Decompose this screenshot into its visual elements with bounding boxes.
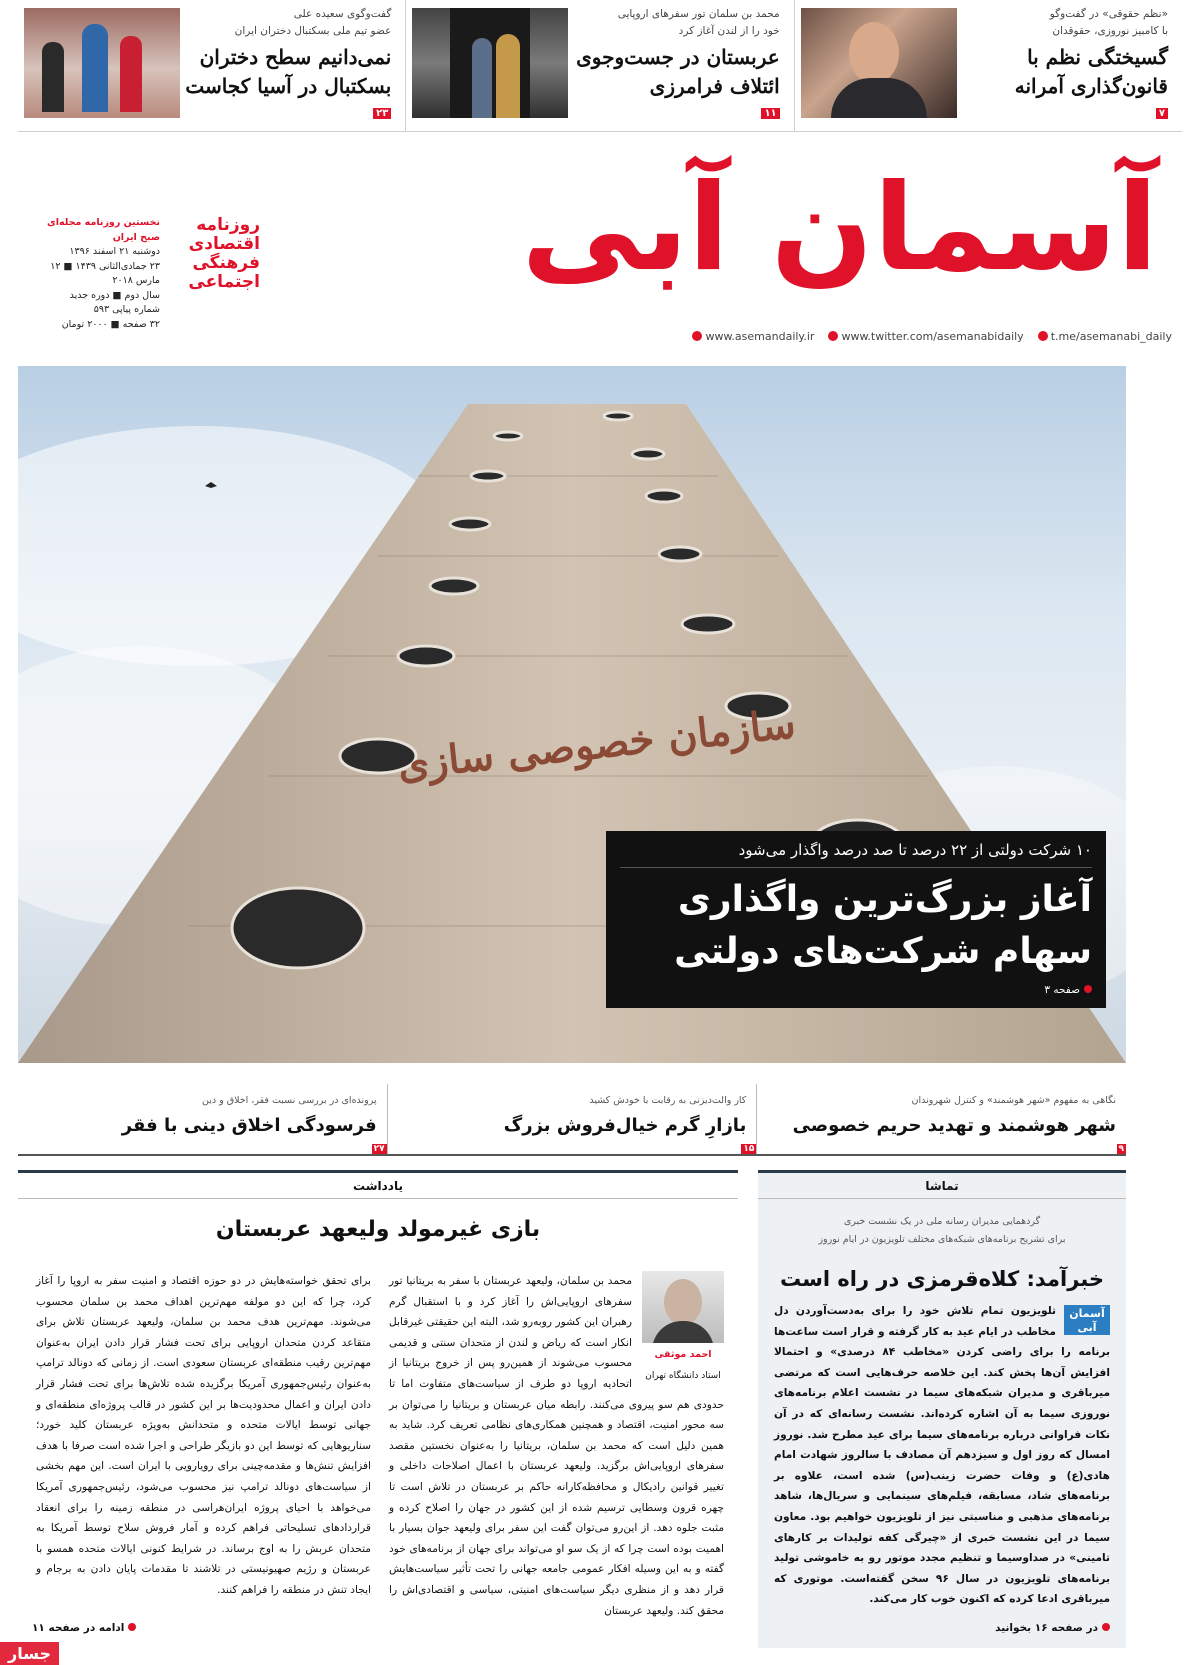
story-title: فرسودگی اخلاق دینی با فقر [121,1115,377,1136]
top-teasers [18,0,1182,132]
teaser-title: گسیختگی نظم با [1027,45,1168,69]
story-title: شهر هوشمند و تهدید حریم خصوصی [792,1115,1116,1136]
body-text: تلویزیون تمام تلاش خود را برای به‌دست‌آوردن دل مخاطب در ایام عید به کار گرفته و قرار است ساعت‌ها برنامه را برای راضی کردن «مخاطب ۸۴ درصدی» و احتمالا افزایش آن‌ها پخش کند. این خلاصه حرف‌هایی است که مرتضی میرباقری و مدیران شبکه‌های سیما در نشست اعلام برنامه‌های نوروزی سیما به آن اشاره کرده‌اند. نشست رسانه‌ای که در آن نکات فراوانی درباره برنامه‌های سیما برای عید مطرح شد. نوروز امسال که روز اول و سیزدهم آن مصادف با سالروز شهادت امام هادی(ع) و وفات حضرت زینب(س) شده است، علاوه بر برنامه‌های شاد، مسابقه، فیلم‌های سینمایی و سریال‌ها، شاهد برنامه‌های مذهبی و مناسبتی نیز از تلویزیون خواهیم بود. معاون سیما در این نشست خبری از «چیرگی کفه تولیدات بر کارهای تامینی» در صداوسیما و تنظیم مجدد موتور رو به خاموشی تولید برنامه‌های تلویزیون در سال ۹۶ سخن گفته‌است. موتوری که میرباقری ادعا کرده که اکنون خوب کار می‌کند. [774,1305,1110,1606]
tagline: نخستین روزنامه مجله‌ای صبح ایران [47,217,160,243]
link-text: t.me/asemanabi_daily [1050,330,1172,343]
story-kicker: پرونده‌ای در بررسی نسبت فقر، اخلاق و دین [201,1095,377,1106]
teaser-title: بسکتبال در آسیا کجاست [185,74,392,98]
social-links [692,330,1172,343]
story-kicker: کار والت‌دیزنی به رقابت با خودش کشید [589,1095,747,1106]
subtitle-line: اجتماعی [188,272,260,292]
note-column-right [389,1271,724,1621]
hero-photo[interactable] [18,366,1126,1063]
page-ref-text: صفحه ۳ [1044,984,1080,996]
issue-meta: ۳۲ صفحه ■ ۲۰۰۰ تومان [61,318,160,330]
twitter-icon [828,331,838,341]
story-item[interactable] [18,1084,387,1154]
teaser-photo [412,8,568,118]
story-kicker: نگاهی به مفهوم «شهر هوشمند» و کنترل شهروندان [911,1095,1116,1106]
author-name: احمد موثقی [654,1349,712,1360]
link-text: www.asemandaily.ir [705,330,815,343]
page-badge: ۹ [1118,1144,1124,1154]
subtitle-line: اقتصادی [188,234,260,254]
continued-text: ادامه در صفحه ۱۱ [32,1622,125,1634]
note-section [18,1170,738,1648]
teaser-kicker: عضو تیم ملی بسکتبال دختران ایران [234,25,392,37]
bullet-icon [1084,985,1092,993]
globe-icon [692,331,702,341]
author-photo [642,1271,724,1343]
read-more-link[interactable] [995,1622,1110,1634]
tamasha-title[interactable]: خبرآمد: کلاه‌قرمزی در راه است [779,1267,1105,1291]
bullet-icon [128,1623,136,1631]
issue-date: دوشنبه ۲۱ اسفند ۱۳۹۶ [69,246,160,257]
tamasha-kicker [758,1213,1126,1249]
newspaper-subtitle [162,216,260,292]
mini-logo: آسمان آبی [1064,1305,1110,1335]
teaser-photo [24,8,180,118]
teaser-title: قانون‌گذاری آمرانه [1014,74,1168,98]
teaser-3[interactable] [18,0,405,131]
story-item[interactable] [387,1084,757,1154]
issue-meta: سال دوم ■ دوره جدید [69,289,160,301]
hero-page-ref [620,984,1092,996]
subtitle-line: فرهنگی [192,253,260,273]
more-text: در صفحه ۱۶ بخوانید [995,1622,1098,1634]
watermark: جسار [0,1642,59,1665]
teaser-title: نمی‌دانیم سطح دختران [199,45,392,69]
note-column-left [36,1271,371,1621]
tamasha-section [758,1170,1126,1648]
link-twitter[interactable] [828,330,1023,343]
teaser-kicker: گفت‌وگوی سعیده علی [293,8,392,20]
teaser-title: عربستان در جست‌وجوی [576,45,780,69]
page-badge: ۲۷ [373,1144,385,1154]
teaser-2[interactable] [405,0,793,131]
page-badge: ۱۵ [743,1144,755,1154]
link-text: www.twitter.com/asemanabidaily [841,330,1024,343]
hero-title: آغاز بزرگ‌ترین واگذاری [677,879,1092,920]
note-columns [36,1271,724,1621]
kicker-line: برای تشریح برنامه‌های شبکه‌های مختلف تلویزیون در ایام نوروز [818,1234,1066,1245]
hero-title: سهام شرکت‌های دولتی [674,931,1092,972]
hero-subtitle: ۱۰ شرکت دولتی از ۲۲ درصد تا صد درصد واگذار می‌شود [620,839,1092,868]
section-header: یادداشت [18,1173,738,1199]
teaser-kicker: خود را از لندن آغاز کرد [678,25,780,37]
teaser-kicker: محمد بن سلمان تور سفرهای اروپایی [617,8,780,20]
teaser-kicker: «نظم حقوقی» در گفت‌وگو [1049,8,1168,20]
link-website[interactable] [692,330,814,343]
column-text: برای تحقق خواسته‌هایش در دو حوزه اقتصاد و امنیت سفر به اروپا را آغاز کرد، چرا که این دو مولفه مهم‌ترین اهداف محمد بن سلمان محسوب می‌شوند. مهم‌ترین هدف محمد بن سلمان، ولیعهد عربستان تلاش برای متقاعد کردن متحدان اروپایی برای تحت فشار قرار دادن ایران به‌عنوان مهم‌ترین رقیب منطقه‌ای عربستان سعودی است. از زمانی که دونالد ترامپ به‌عنوان رئیس‌جمهوری آمریکا برگزیده شده تلاش‌ها برای تحت فشار قرار دادن ایران و اعمال محدودیت‌ها بر این کشور در قالب پروژه‌ای منطقه‌ای و جهانی توسط ایالات متحده و متحدانش به‌ویژه عربستان کلید خورد؛ سناریوهایی که توسط این دو بازیگر طراحی و اجرا شده است صرفا با هدف افزایش تنش‌ها و مقدمه‌چینی برای رویارویی با ایران است. این مهم بخشی از سیاست‌های دونالد ترامپ نیز محسوب می‌شود، رئیس‌جمهوری آمریکا می‌خواهد با احیای پروژه ایران‌هراسی در منطقه زمینه را برای انعقاد قراردادهای تسلیحاتی فراهم کرده و آمار فروش سلاح توسط آمریکا به متحدان عربش را به اوج برساند. در شرایط کنونی ایالات متحده همسو با عربستان و رژیم صهیونیستی در تلاشند تا مقدمات پایان دادن به برجام و ایجاد تنش در منطقه را فراهم کنند. [36,1275,371,1596]
page-badge: ۷ [1156,108,1168,119]
building-sign: سازمان خصوصی سازی [395,700,798,789]
story-title: بازارِ گرم خیال‌فروش بزرگ [503,1115,747,1136]
kicker-line: گردهمایی مدیران رسانه ملی در یک نشست خبری [843,1216,1041,1227]
page-badge: ۱۱ [761,108,779,119]
author-role: استاد دانشگاه تهران [645,1370,721,1381]
note-title[interactable]: بازی غیرمولد ولیعهد عربستان [215,1217,541,1242]
author-box [642,1271,724,1386]
bullet-icon [1102,1623,1110,1631]
story-item[interactable] [756,1084,1126,1154]
page-badge: ۲۳ [373,108,391,119]
secondary-stories [18,1084,1126,1156]
telegram-icon [1038,331,1048,341]
subtitle-line: روزنامه [196,215,260,235]
teaser-photo [801,8,957,118]
hero-headline-box[interactable] [606,831,1106,1008]
section-header: تماشا [758,1173,1126,1199]
teaser-1[interactable] [794,0,1182,131]
link-telegram[interactable] [1038,330,1172,343]
continued-link[interactable] [32,1622,136,1634]
tamasha-body [774,1301,1110,1610]
teaser-kicker: با کامبیز نوروزی، حقوقدان [1052,25,1168,37]
teaser-title: ائتلاف فرامرزی [649,74,780,98]
column-text: محمد بن سلمان، ولیعهد عربستان با سفر به بریتانیا تور سفرهای اروپایی‌اش را آغاز کرد و با استقبال گرم رهبران این کشور روبه‌رو شد، البته این حقیقتی غیرقابل انکار است که ریاض و لندن از متحدان سنتی و قدیمی محسوب می‌شوند از همین‌رو پس از خروج بریتانیا از اتحادیه اروپا دو طرف از سیاست‌های متفاوت اما تا حدودی هم سو پیروی می‌کنند. رابطه میان عربستان و بریتانیا را می‌توان بر سه محور امنیت، اقتصاد و همچنین همکاری‌های نظامی تعریف کرد. شاید به همین دلیل است که محمد بن سلمان، بریتانیا را به‌عنوان نخستین مقصد سفرهای اروپایی‌اش برگزید. ولیعهد عربستان با اعمال اصلاحات داخلی و تغییر قوانین رادیکال و محافظه‌کارانه حاکم بر عربستان در تلاش است تا چهره قرون وسطایی ترسیم شده از این کشور در جهان را اصلاح کرده و مثبت جلوه دهد. از این‌رو می‌توان گفت این سفر برای ولیعهد جوان بسیار با اهمیت بوده است چرا که از یک سو او می‌تواند برای جهان از برنامه‌های خود گفته و به این وسیله افکار عمومی جامعه جهانی را تحت تأثیر سیاست‌هایش قرار دهد و از منظری دیگر سیاست‌های امنیتی، سیاسی و اقتصادی‌اش را محقق کند. ولیعهد عربستان [389,1275,724,1617]
issue-date-alt: ۲۳ جمادی‌الثانی ۱۴۳۹ ■ ۱۲ مارس ۲۰۱۸ [50,260,160,286]
issue-meta: شماره پیاپی ۵۹۳ [93,304,160,315]
newspaper-logo: آسمان آبی [521,159,1158,298]
masthead [18,150,1182,343]
issue-info [32,216,160,332]
